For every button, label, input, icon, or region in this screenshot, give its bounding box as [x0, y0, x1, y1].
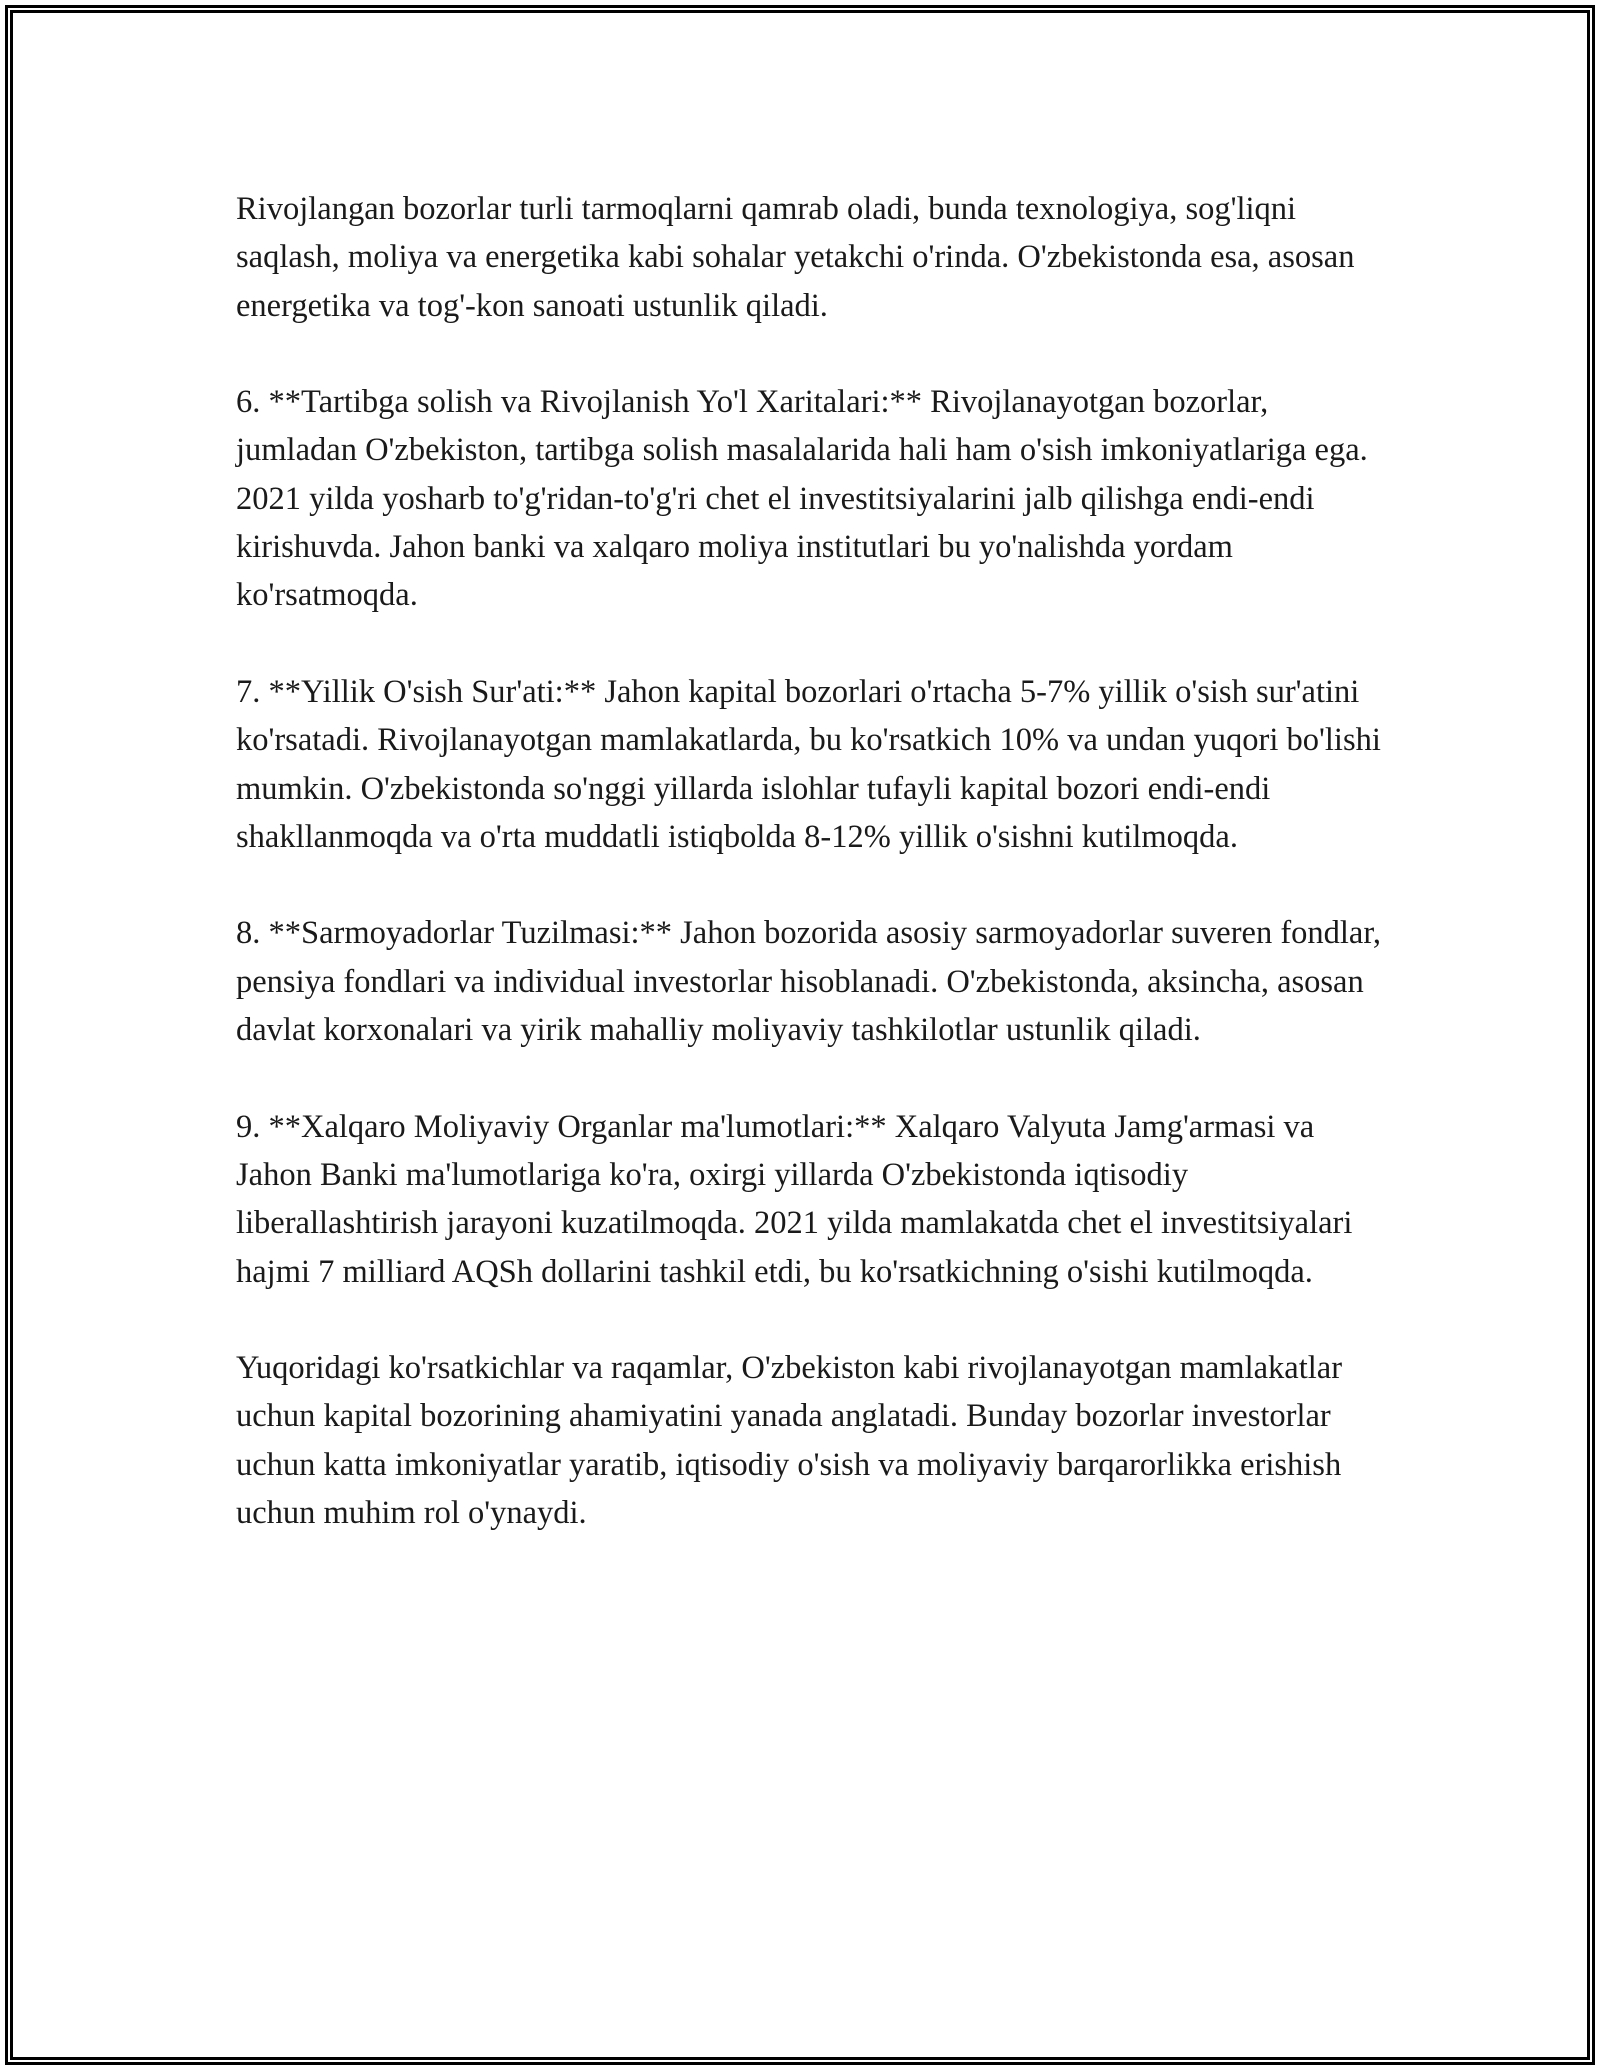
paragraph-conclusion: Yuqoridagi ko'rsatkichlar va raqamlar, O'zbekiston kabi rivojlanayotgan mamlakatlar uchun kapital bozorining ahamiyatini yanada anglatadi. Bunday bozorlar investorlar uchun katta imkoniyatlar yaratib, iqtisodiy o'sish va moliyaviy barqarorlikka erishish uchun muhim rol o'ynaydi.: [236, 1350, 1343, 1532]
paragraph-sectors: Rivojlangan bozorlar turli tarmoqlarni qamrab oladi, bunda texnologiya, sog'liqni saqlash, moliya va energetika kabi sohalar yetakchi o'rinda. O'zbekistonda esa, asosan energetika va tog'-kon sanoati ustunlik qiladi.: [236, 191, 1355, 324]
paragraph-international-data: 9. **Xalqaro Moliyaviy Organlar ma'lumotlari:** Xalqaro Valyuta Jamg'armasi va Jahon Banki ma'lumotlariga ko'ra, oxirgi yillarda O'zbekistonda iqtisodiy liberallashtirish jarayoni kuzatilmoqda. 2021 yilda mamlakatda chet el investitsiyalari hajmi 7 milliard AQSh dollarini tashkil etdi, bu ko'rsatkichning o'sishi kutilmoqda.: [236, 1108, 1353, 1290]
paragraph-annual-growth: 7. **Yillik O'sish Sur'ati:** Jahon kapital bozorlari o'rtacha 5-7% yillik o'sish sur'atini ko'rsatadi. Rivojlanayotgan mamlakatlarda, bu ko'rsatkich 10% va undan yuqori bo'lishi mumkin. O'zbekistonda so'nggi yillarda islohlar tufayli kapital bozori endi-endi shakllanmoqda va o'rta muddatli istiqbolda 8-12% yillik o'sishni kutilmoqda.: [236, 673, 1381, 855]
document-body: [236, 185, 1396, 1537]
paragraph-regulation-roadmaps: 6. **Tartibga solish va Rivojlanish Yo'l Xaritalari:** Rivojlanayotgan bozorlar, jumladan O'zbekiston, tartibga solish masalalarida hali ham o'sish imkoniyatlariga ega. 2021 yilda yosharb to'g'ridan-to'g'ri chet el investitsiyalarini jalb qilishga endi-endi kirishuvda. Jahon banki va xalqaro moliya institutlari bu yo'nalishda yordam ko'rsatmoqda.: [236, 384, 1368, 614]
paragraph-investor-structure: 8. **Sarmoyadorlar Tuzilmasi:** Jahon bozorida asosiy sarmoyadorlar suveren fondlar, pensiya fondlari va individual investorlar hisoblanadi. O'zbekistonda, aksincha, asosan davlat korxonalari va yirik mahalliy moliyaviy tashkilotlar ustunlik qiladi.: [236, 915, 1381, 1049]
